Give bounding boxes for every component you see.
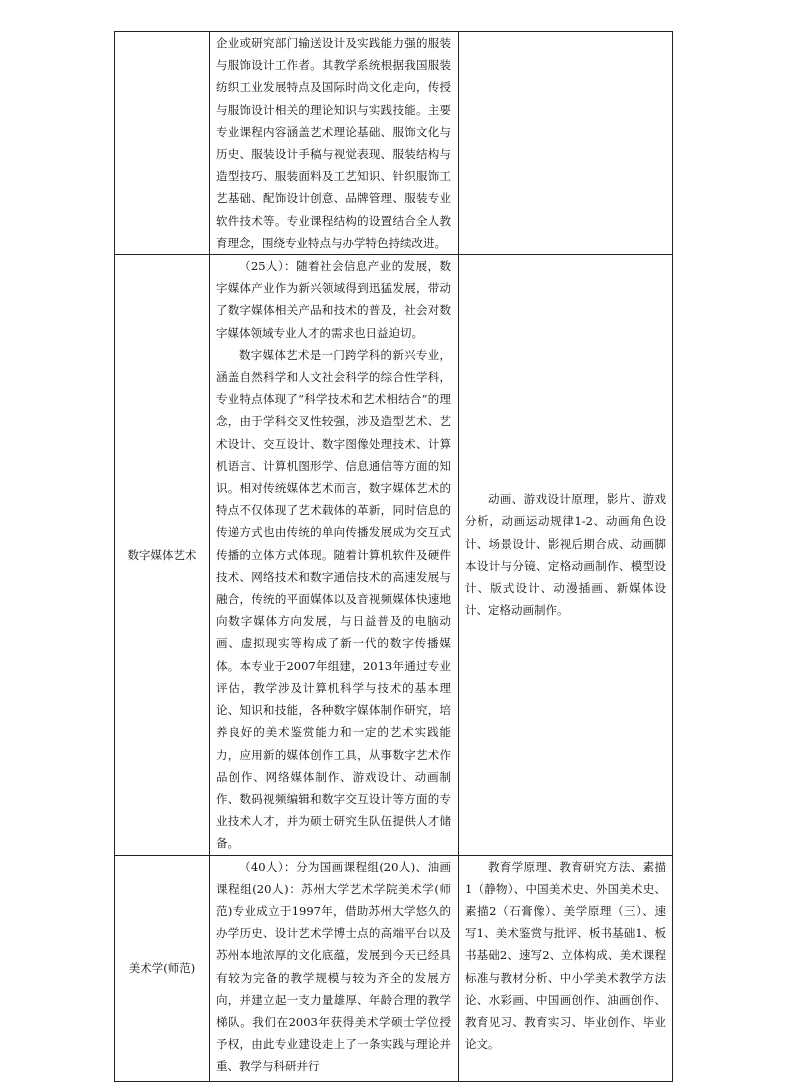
program-description-cell <box>210 855 459 1081</box>
table-row <box>115 32 673 255</box>
program-name-cell: 数字媒体艺术 <box>115 255 210 855</box>
program-name-cell: 美术学(师范) <box>115 855 210 1081</box>
program-table <box>114 31 673 1082</box>
description-paragraph: （40人）：分为国画课程组(20人)、油画课程组(20人)：苏州大学艺术学院美术学(师范)专业成立于1997年，借助苏州大学悠久的办学历史、设计艺术学博士点的高端平台以及苏州本地浓厚的文化底蕴，发展到今天已经具有较为完备的教学规模与较为齐全的发展方向，并建立起一支力量雄厚、年龄合理的教学梯队。我们在2003年获得美术学硕士学位授予权，由此专业建设走上了一条实践与理论并重、教学与科研并行 <box>216 859 451 1074</box>
program-description-cell <box>210 32 459 255</box>
courses-cell <box>459 255 673 855</box>
courses-text: 动画、游戏设计原理，影片、游戏分析，动画运动规律1-2、动画角色设计、场景设计、影视后期合成、动画脚本设计与分镜、定格动画制作、模型设计、版式设计、动漫插画、新媒体设计、定格动画制作。 <box>465 492 666 618</box>
table-row <box>115 255 673 855</box>
courses-cell <box>459 855 673 1081</box>
description-paragraph: 数字媒体艺术是一门跨学科的新兴专业，涵盖自然科学和人文社会科学的综合性学科，专业特点体现了“科学技术和艺术相结合”的理念，由于学科交叉性较强，涉及造型艺术、艺术设计、交互设计、数字图像处理技术、计算机语言、计算机图形学、信息通信等方面的知识。相对传统媒体艺术而言，数字媒体艺术的特点不仅体现了艺术载体的革新，同时信息的传递方式也由传统的单向传播发展成为交互式传播的立体方式体现。随着计算机软件及硬件技术、网络技术和数字通信技术的高速发展与融合，传统的平面媒体以及音视频媒体快速地向数字媒体方向发展，与日益普及的电脑动画、虚拟现实等构成了新一代的数字传播媒体。本专业于2007年组建，2013年通过专业评估，教学涉及计算机科学与技术的基本理论、知识和技能，各种数字媒体制作研究，培养良好的美术鉴赏能力和一定的艺术实践能力，应用新的媒体创作工具，从事数字艺术作品创作、网络媒体制作、游戏设计、动画制作、数码视频编辑和数字交互设计等方面的专业技术人才，并为硕士研究生队伍提供人才储备。 <box>216 347 451 851</box>
description-paragraph: （25人）：随着社会信息产业的发展，数字媒体产业作为新兴领域得到迅猛发展，带动了数字媒体相关产品和技术的普及，社会对数字媒体领域专业人才的需求也日益迫切。 <box>216 259 451 340</box>
courses-cell <box>459 32 673 255</box>
description-paragraph: 企业或研究部门输送设计及实践能力强的服装与服饰设计工作者。其教学系统根据我国服装纺织工业发展特点及国际时尚文化走向，传授与服饰设计相关的理论知识与实践技能。主要专业课程内容涵盖艺术理论基础、服饰文化与历史、服装设计手稿与视觉表现、服装结构与造型技巧、服装面料及工艺知识、针织服饰工艺基础、配饰设计创意、品牌管理、服装专业软件技术等。专业课程结构的设置结合全人教育理念，围绕专业特点与办学特色持续改进。 <box>216 36 451 250</box>
program-description-cell <box>210 255 459 855</box>
program-name-cell <box>115 32 210 255</box>
table-row <box>115 855 673 1081</box>
courses-text: 教育学原理、教育研究方法、素描1（静物）、中国美术史、外国美术史、素描2（石膏像）、美学原理（三）、速写1、美术鉴赏与批评、板书基础1、板书基础2、速写2、立体构成、美术课程标准与教材分析、中小学美术教学方法论、水彩画、中国画创作、油画创作、教育见习、教育实习、毕业创作、毕业论文。 <box>465 859 666 1052</box>
